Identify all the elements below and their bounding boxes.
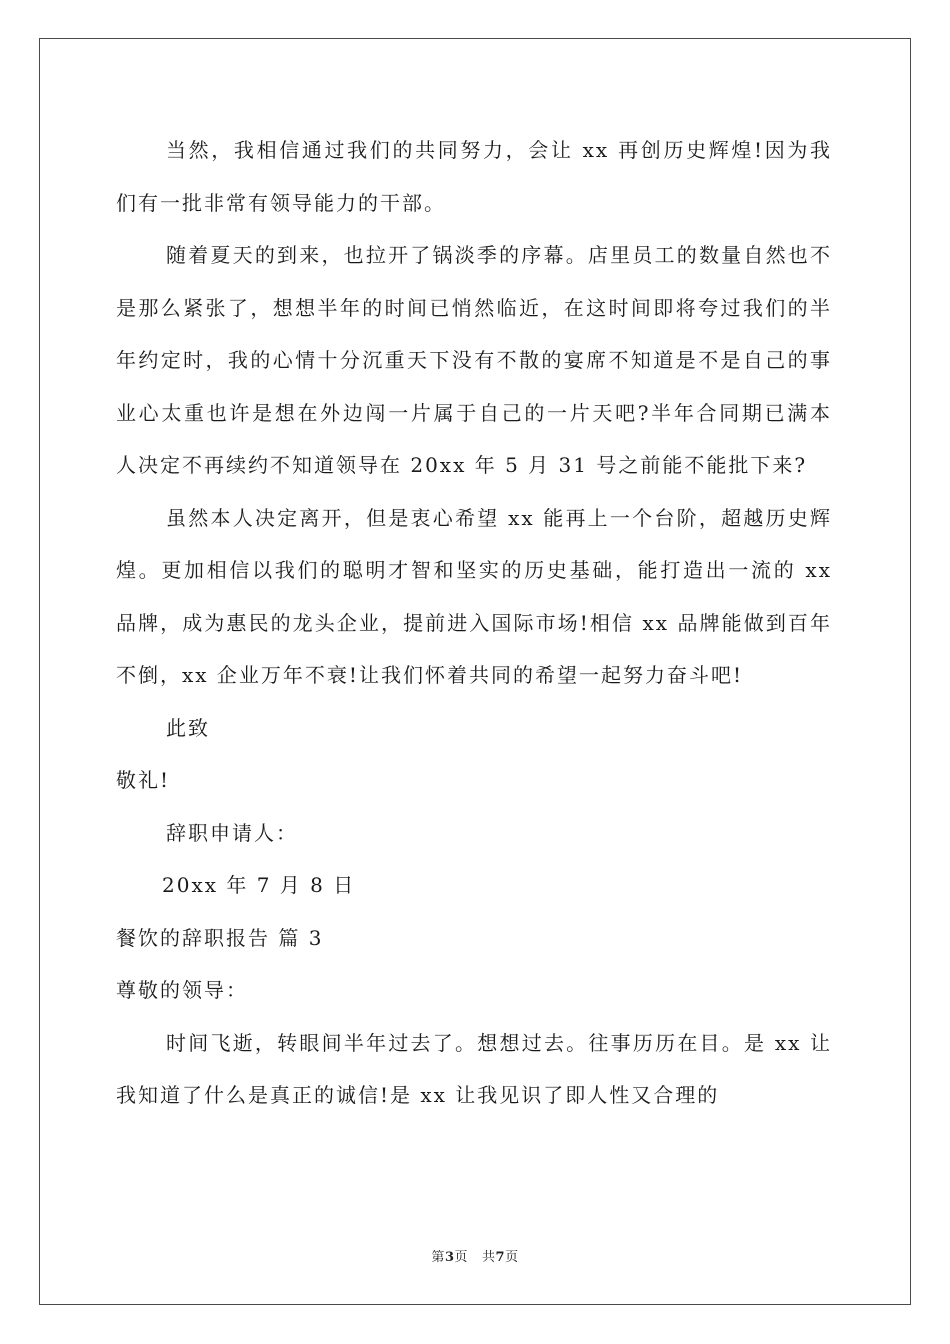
paragraph-time-flies: 时间飞逝，转眼间半年过去了。想想过去。往事历历在目。是 xx 让我知道了什么是真正的诚信!是 xx 让我见识了即人性又合理的 [116,1030,832,1107]
page-footer [0,1246,950,1265]
page-suffix: 页 [454,1250,468,1265]
signature-label: 辞职申请人： [166,820,298,845]
closing-regards: 敬礼! [116,768,171,792]
total-pages: 7 [495,1250,506,1265]
paragraph-confidence: 当然，我相信通过我们的共同努力，会让 xx 再创历史辉煌!因为我们有一批非常有领导能力的干部。 [116,138,832,215]
paragraph-resignation-reason: 随着夏天的到来，也拉开了锅淡季的序幕。店里员工的数量自然也不是那么紧张了，想想半年的时间已悄然临近，在这时间即将夸过我们的半年约定时，我的心情十分沉重天下没有不散的宴席不知道是不是自己的事业心太重也许是想在外边闯一片属于自己的一片天吧?半年合同期已满本人决定不再续约不知道领导在 20xx 年 5 月 31 号之前能不能批下来? [116,243,832,477]
total-suffix: 页 [505,1250,519,1265]
signature-date: 20xx 年 7 月 8 日 [162,873,356,897]
closing-salutation: 此致 [166,715,210,740]
total-prefix: 共 [482,1250,496,1265]
page-prefix: 第 [431,1250,445,1265]
page-number: 3 [444,1250,455,1265]
document-body [116,124,832,1122]
paragraph-wishes: 虽然本人决定离开，但是衷心希望 xx 能再上一个台阶，超越历史辉煌。更加相信以我们的聪明才智和坚实的历史基础，能打造出一流的 xx 品牌，成为惠民的龙头企业，提前进入国际市场!相信 xx 品牌能做到百年不倒，xx 企业万年不衰!让我们怀着共同的希望一起努力奋斗吧! [116,505,832,687]
letter-greeting: 尊敬的领导： [116,978,248,1002]
section-heading: 餐饮的辞职报告 篇 3 [116,925,324,950]
